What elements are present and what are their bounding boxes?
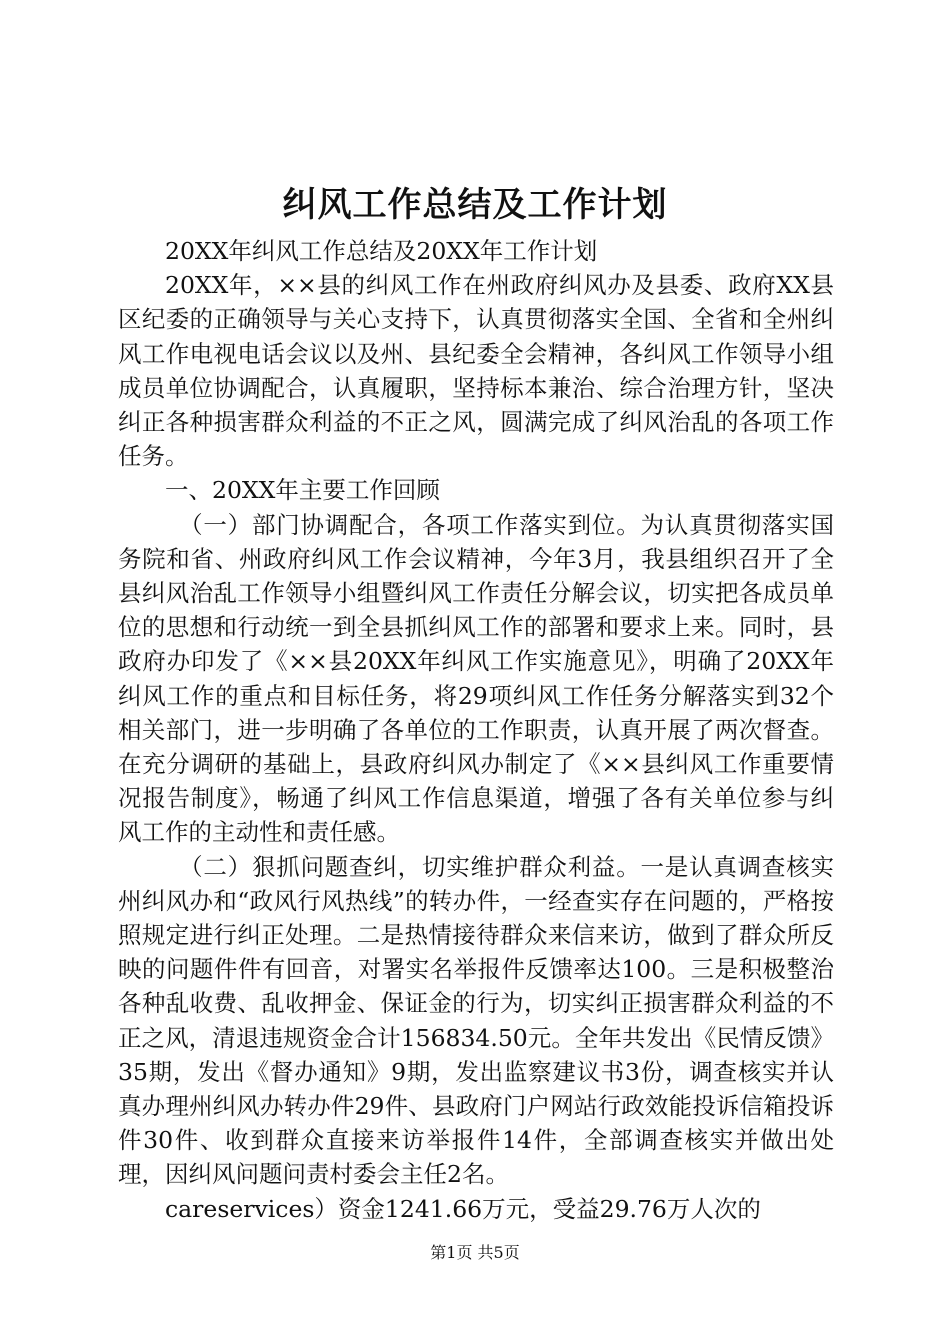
section-heading: 一、20XX年主要工作回顾 — [165, 476, 440, 505]
intro-paragraph: 20XX年，××县的纠风工作在州政府纠风办及县委、政府XX县区纪委的正确领导与关心支持下，认真贯彻落实全国、全省和全州纠风工作电视电话会议以及州、县纪委全会精神，各纠风工作领导小组成员单位协调配合，认真履职，坚持标本兼治、综合治理方针，坚决纠正各种损害群众利益的不正之风，圆满完成了纠风治乱的各项工作任务。 — [118, 271, 834, 471]
page-footer: 第1页 共5页 — [430, 1243, 520, 1262]
section-2-paragraph: （二）狠抓问题查纠，切实维护群众利益。一是认真调查核实州纠风办和“政风行风热线”的转办件，一经查实存在问题的，严格按照规定进行纠正处理。二是热情接待群众来信来访，做到了群众所反映的问题件件有回音，对署实名举报件反馈率达100。三是积极整治各种乱收费、乱收押金、保证金的行为，切实纠正损害群众利益的不正之风，清退违规资金合计156834.50元。全年共发出《民情反馈》35期，发出《督办通知》9期，发出监察建议书3份，调查核实并认真办理州纠风办转办件29件、县政府门户网站行政效能投诉信箱投诉件30件、收到群众直接来访举报件14件，全部调查核实并做出处理，因纠风问题问责村委会主任2名。 — [118, 852, 834, 1189]
document-title: 纠风工作总结及工作计划 — [282, 185, 668, 225]
section-1-paragraph: （一）部门协调配合，各项工作落实到位。为认真贯彻落实国务院和省、州政府纠风工作会议精神，今年3月，我县组织召开了全县纠风治乱工作领导小组暨纠风工作责任分解会议，切实把各成员单位的思想和行动统一到全县抓纠风工作的部署和要求上来。同时，县政府办印发了《××县20XX年纠风工作实施意见》，明确了20XX年纠风工作的重点和目标任务，将29项纠风工作任务分解落实到32个相关部门，进一步明确了各单位的工作职责，认真开展了两次督查。在充分调研的基础上，县政府纠风办制定了《××县纠风工作重要情况报告制度》，畅通了纠风工作信息渠道，增强了各有关单位参与纠风工作的主动性和责任感。 — [118, 510, 834, 847]
subtitle-paragraph: 20XX年纠风工作总结及20XX年工作计划 — [165, 237, 598, 265]
continuation-paragraph: careservices）资金1241.66万元，受益29.76万人次的 — [165, 1194, 761, 1223]
document-body — [118, 234, 834, 1226]
